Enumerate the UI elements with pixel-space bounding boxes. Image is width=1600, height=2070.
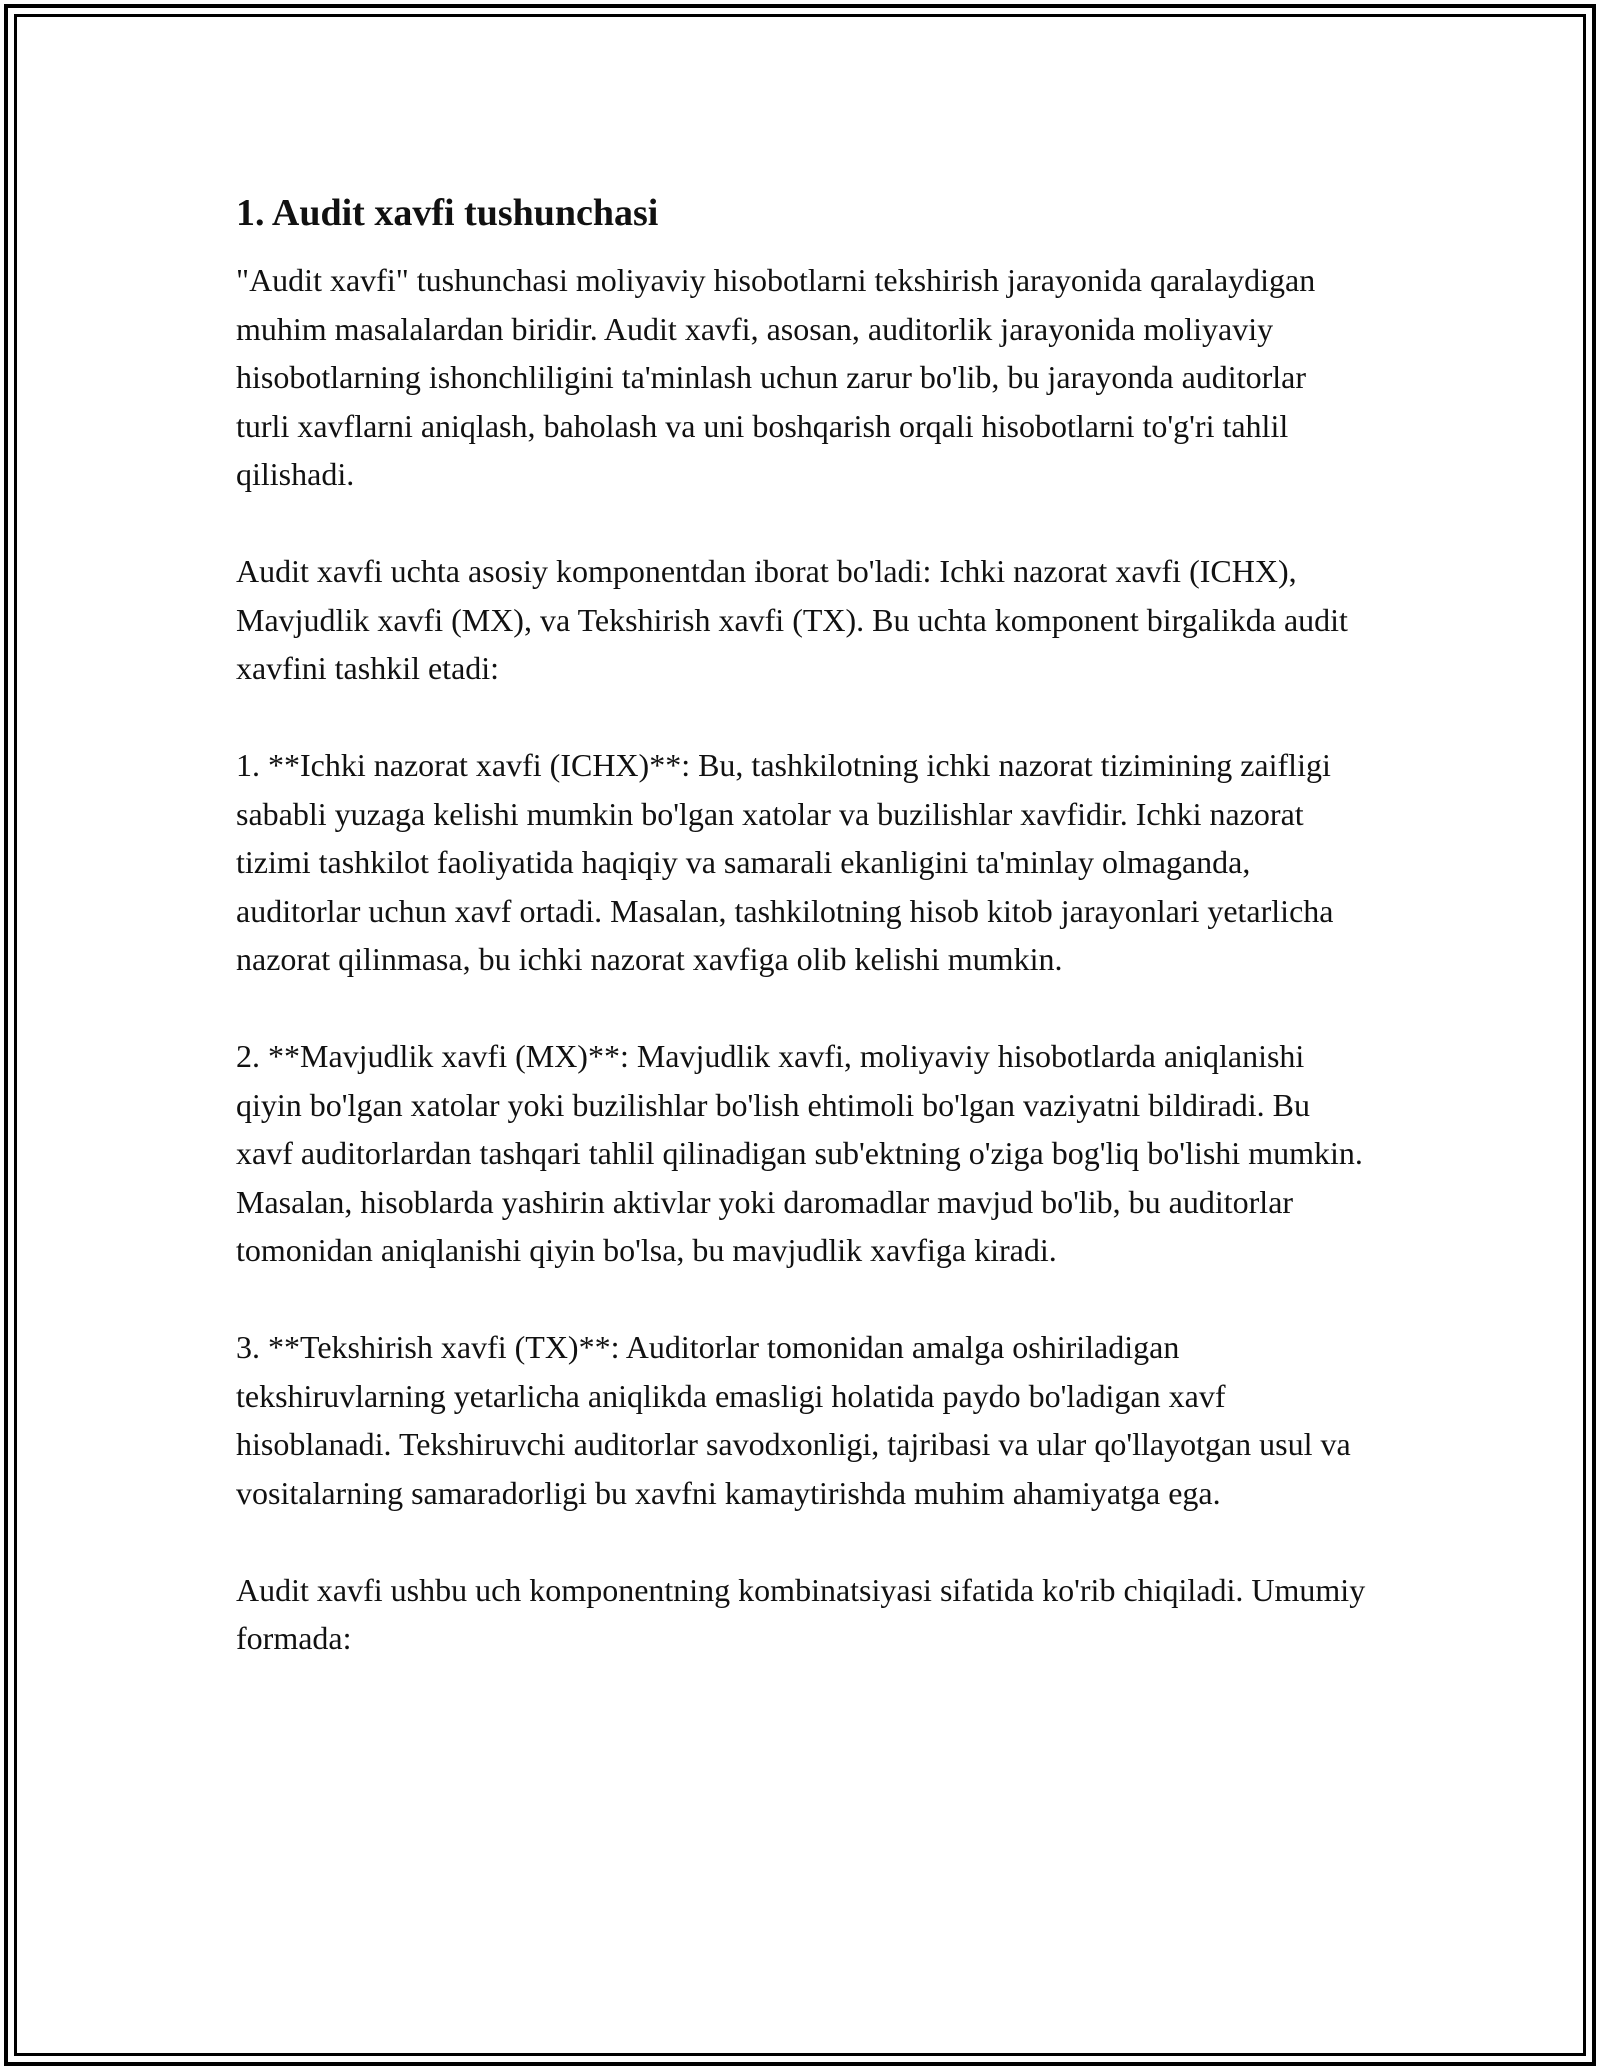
document-body	[236, 188, 1366, 1663]
paragraph-formula-intro: Audit xavfi ushbu uch komponentning kombinatsiyasi sifatida ko'rib chiqiladi. Umumiy formada:	[236, 1571, 1366, 1656]
paragraph-mx: 2. **Mavjudlik xavfi (MX)**: Mavjudlik xavfi, moliyaviy hisobotlarda aniqlanishi qiyin bo'lgan xatolar yoki buzilishlar bo'lish ehtimoli bo'lgan vaziyatni bildiradi. Bu xavf auditorlardan tashqari tahlil qilinadigan sub'ektning o'ziga bog'liq bo'lishi mumkin. Masalan, hisoblarda yashirin aktivlar yoki daromadlar mavjud bo'lib, bu auditorlar tomonidan aniqlanishi qiyin bo'lsa, bu mavjudlik xavfiga kiradi.	[236, 1038, 1363, 1268]
section-heading: 1. Audit xavfi tushunchasi	[236, 192, 659, 234]
paragraph-tx: 3. **Tekshirish xavfi (TX)**: Auditorlar tomonidan amalga oshiriladigan tekshiruvlarning yetarlicha aniqlikda emasligi holatida paydo bo'ladigan xavf hisoblanadi. Tekshiruvchi auditorlar savodxonligi, tajribasi va ular qo'llayotgan usul va vositalarning samaradorligi bu xavfni kamaytirishda muhim ahamiyatga ega.	[236, 1329, 1351, 1511]
paragraph-intro: "Audit xavfi" tushunchasi moliyaviy hisobotlarni tekshirish jarayonida qaralaydigan muhim masalalardan biridir. Audit xavfi, asosan, auditorlik jarayonida moliyaviy hisobotlarning ishonchliligini ta'minlash uchun zarur bo'lib, bu jarayonda auditorlar turli xavflarni aniqlash, baholash va uni boshqarish orqali hisobotlarni to'g'ri tahlil qilishadi.	[236, 262, 1316, 492]
paragraph-components: Audit xavfi uchta asosiy komponentdan iborat bo'ladi: Ichki nazorat xavfi (ICHX), Mavjudlik xavfi (MX), va Tekshirish xavfi (TX). Bu uchta komponent birgalikda audit xavfini tashkil etadi:	[236, 553, 1348, 686]
paragraph-ichx: 1. **Ichki nazorat xavfi (ICHX)**: Bu, tashkilotning ichki nazorat tizimining zaifligi sababli yuzaga kelishi mumkin bo'lgan xatolar va buzilishlar xavfidir. Ichki nazorat tizimi tashkilot faoliyatida haqiqiy va samarali ekanligini ta'minlay olmaganda, auditorlar uchun xavf ortadi. Masalan, tashkilotning hisob kitob jarayonlari yetarlicha nazorat qilinmasa, bu ichki nazorat xavfiga olib kelishi mumkin.	[236, 747, 1334, 977]
